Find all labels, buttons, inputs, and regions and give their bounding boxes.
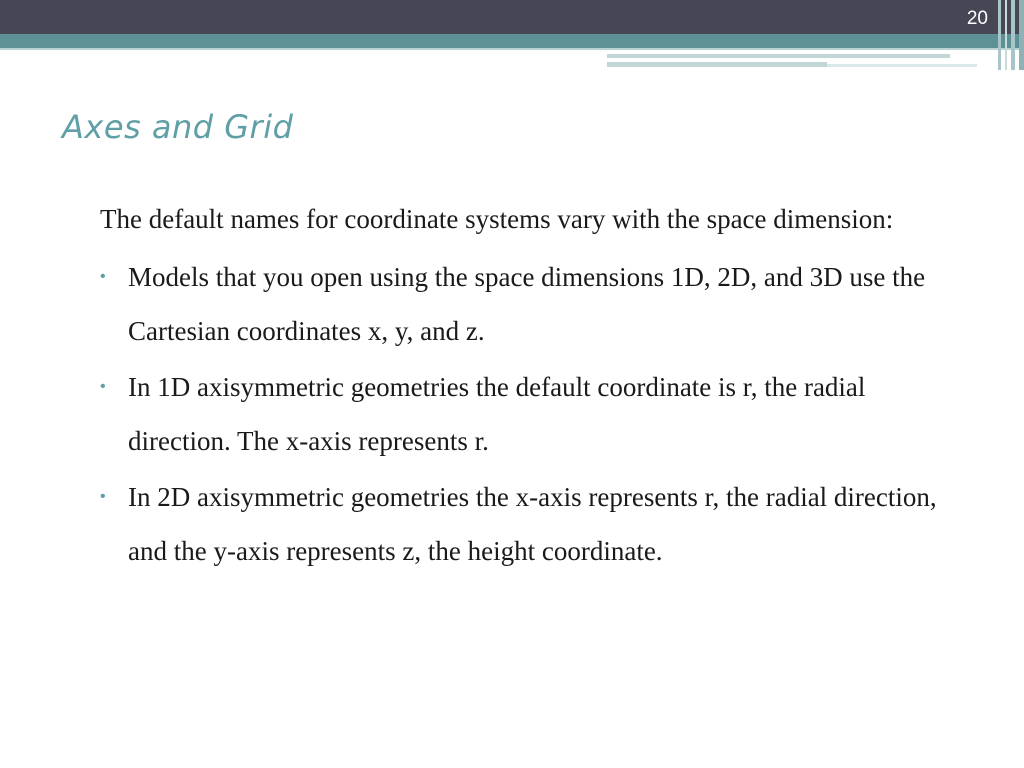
decorative-bar [1011,0,1015,70]
bullet-dot-icon: • [100,488,106,505]
decorative-bar [1019,0,1024,70]
bullet-dot-icon: • [100,268,106,285]
bullet-text: In 1D axisymmetric geometries the default coordinate is r, the radial direction. The x-axis represents r. [128,372,866,456]
bullet-text: Models that you open using the space dimensions 1D, 2D, and 3D use the Cartesian coordinates x, y, and z. [128,262,926,346]
bullet-list [100,250,960,578]
header-accent-bar [0,34,1024,48]
decorative-line [607,62,827,67]
decorative-bar [1005,0,1007,70]
bullet-item [100,360,960,468]
bullet-dot-icon: • [100,378,106,395]
bullet-text: In 2D axisymmetric geometries the x-axis represents r, the radial direction, and the y-axis represents z, the height coordinate. [128,482,937,566]
decorative-bar [998,0,1001,70]
slide-title: Axes and Grid [62,108,294,146]
header-light-band [0,48,1024,50]
decorative-line [827,64,977,67]
bullet-item [100,470,960,578]
decorative-line [607,54,950,58]
intro-paragraph: The default names for coordinate systems vary with the space dimension: [100,204,894,234]
decorative-side-bars [998,0,1024,70]
bullet-item [100,250,960,358]
slide-body [100,192,960,580]
header-bar [0,0,1024,34]
slide-number: 20 [966,8,988,29]
